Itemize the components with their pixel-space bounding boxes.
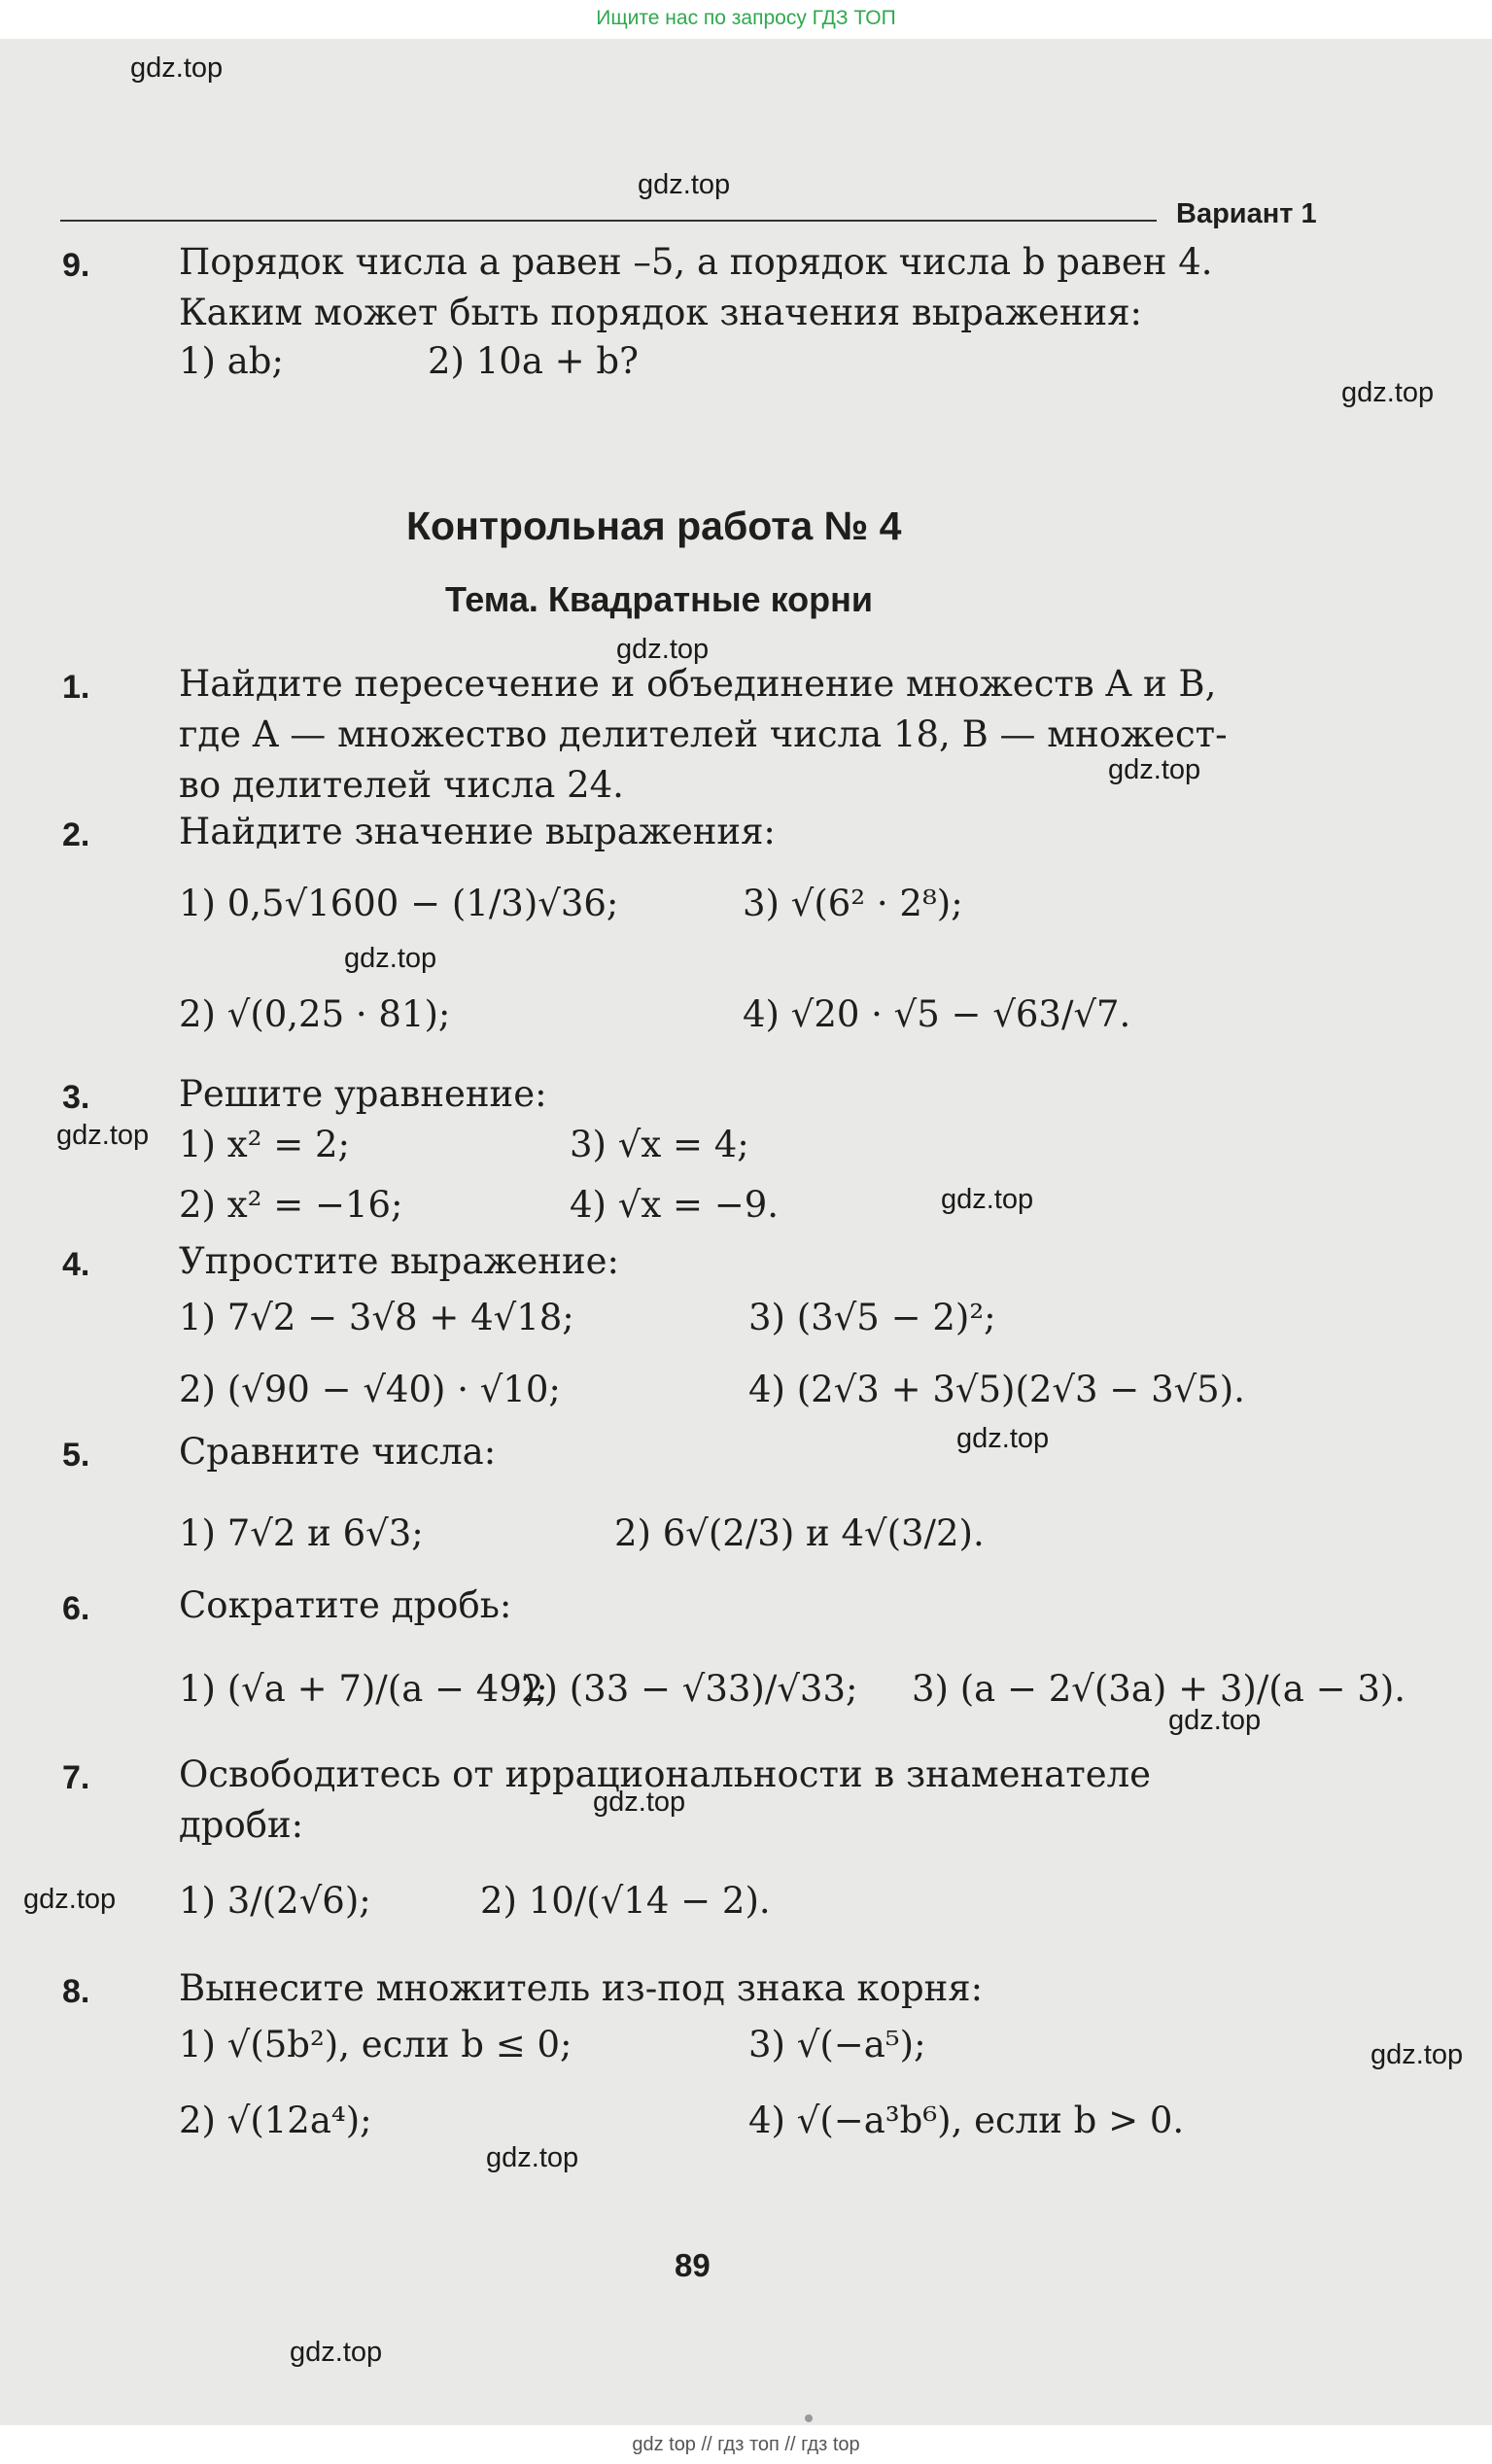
task-1-line-2: где A — множество делителей числа 18, B — множест- (179, 713, 1228, 755)
task-8-text: Вынесите множитель из-под знака корня: (179, 1967, 984, 2009)
watermark: gdz.top (941, 1184, 1034, 1215)
task-2-expr-2: 2) √(0,25 · 81); (179, 993, 451, 1035)
task-3-expr-2: 2) x² = −16; (179, 1184, 403, 1226)
task-2-expr-1: 1) 0,5√1600 − (1/3)√36; (179, 883, 619, 924)
task-2-number: 2. (62, 816, 90, 853)
task-4-expr-1: 1) 7√2 − 3√8 + 4√18; (179, 1297, 574, 1338)
task-2-expr-4: 4) √20 · √5 − √63/√7. (743, 993, 1131, 1035)
task-5-expr-1: 1) 7√2 и 6√3; (179, 1512, 424, 1554)
variant-label: Вариант 1 (1176, 198, 1317, 229)
task-4-expr-4: 4) (2√3 + 3√5)(2√3 − 3√5). (748, 1369, 1245, 1410)
bottom-banner: gdz top // гдз топ // гдз top (0, 2425, 1492, 2464)
task-3-expr-4: 4) √x = −9. (570, 1184, 780, 1226)
watermark: gdz.top (56, 1120, 150, 1151)
watermark: gdz.top (344, 943, 437, 974)
task-3-text: Решите уравнение: (179, 1073, 547, 1115)
watermark: gdz.top (1341, 377, 1435, 408)
section-title: Контрольная работа № 4 (406, 503, 902, 548)
task-5-text: Сравните числа: (179, 1431, 497, 1473)
watermark: gdz.top (616, 634, 710, 665)
task-9-item-1: 1) ab; (179, 340, 284, 382)
watermark: gdz.top (23, 1884, 117, 1915)
print-speck (805, 2414, 813, 2422)
task-3-number: 3. (62, 1079, 90, 1116)
task-8-expr-3: 3) √(−a⁵); (748, 2024, 926, 2065)
task-9-line-2: Каким может быть порядок значения выражения: (179, 292, 1143, 333)
textbook-page (0, 39, 1492, 2425)
section-subtitle: Тема. Квадратные корни (445, 579, 873, 619)
page-number: 89 (675, 2247, 711, 2283)
task-2-text: Найдите значение выражения: (179, 811, 776, 852)
task-7-line-2: дроби: (179, 1804, 304, 1846)
task-6-number: 6. (62, 1590, 90, 1627)
task-4-expr-2: 2) (√90 − √40) · √10; (179, 1369, 561, 1410)
task-7-line-1: Освободитесь от иррациональности в знаменателе (179, 1753, 1152, 1795)
task-8-expr-2: 2) √(12a⁴); (179, 2100, 372, 2141)
watermark: gdz.top (593, 1787, 686, 1818)
header-rule (60, 220, 1157, 222)
task-5-expr-2: 2) 6√(2/3) и 4√(3/2). (614, 1512, 985, 1554)
watermark: gdz.top (130, 52, 224, 84)
top-banner: Ищите нас по запросу ГДЗ ТОП (0, 0, 1492, 39)
task-3-expr-3: 3) √x = 4; (570, 1124, 749, 1165)
task-1-number: 1. (62, 669, 90, 706)
watermark: gdz.top (1371, 2039, 1464, 2070)
task-4-expr-3: 3) (3√5 − 2)²; (748, 1297, 996, 1338)
task-6-text: Сократите дробь: (179, 1584, 512, 1626)
task-7-expr-2: 2) 10/(√14 − 2). (480, 1880, 771, 1922)
watermark: gdz.top (1168, 1705, 1262, 1736)
watermark: gdz.top (290, 2337, 383, 2368)
task-6-expr-3: 3) (a − 2√(3a) + 3)/(a − 3). (912, 1668, 1406, 1710)
watermark: gdz.top (486, 2142, 579, 2173)
task-7-expr-1: 1) 3/(2√6); (179, 1880, 371, 1922)
watermark: gdz.top (638, 169, 731, 200)
task-9-line-1: Порядок числа a равен –5, а порядок числа b равен 4. (179, 241, 1213, 283)
task-8-expr-1: 1) √(5b²), если b ≤ 0; (179, 2024, 573, 2065)
task-2-expr-3: 3) √(6² · 2⁸); (743, 883, 963, 924)
task-7-number: 7. (62, 1759, 90, 1796)
task-1-line-3: во делителей числа 24. (179, 764, 624, 806)
task-1-line-1: Найдите пересечение и объединение множеств A и B, (179, 663, 1217, 705)
task-8-expr-4: 4) √(−a³b⁶), если b > 0. (748, 2100, 1185, 2141)
task-4-number: 4. (62, 1246, 90, 1283)
watermark: gdz.top (1108, 754, 1201, 785)
task-3-expr-1: 1) x² = 2; (179, 1124, 350, 1165)
task-5-number: 5. (62, 1437, 90, 1474)
task-9-item-2: 2) 10a + b? (428, 340, 639, 382)
watermark: gdz.top (956, 1423, 1050, 1454)
task-6-expr-1: 1) (√a + 7)/(a − 49); (179, 1668, 548, 1710)
task-8-number: 8. (62, 1973, 90, 2010)
task-9-number: 9. (62, 247, 90, 284)
task-6-expr-2: 2) (33 − √33)/√33; (521, 1668, 858, 1710)
task-4-text: Упростите выражение: (179, 1240, 619, 1282)
